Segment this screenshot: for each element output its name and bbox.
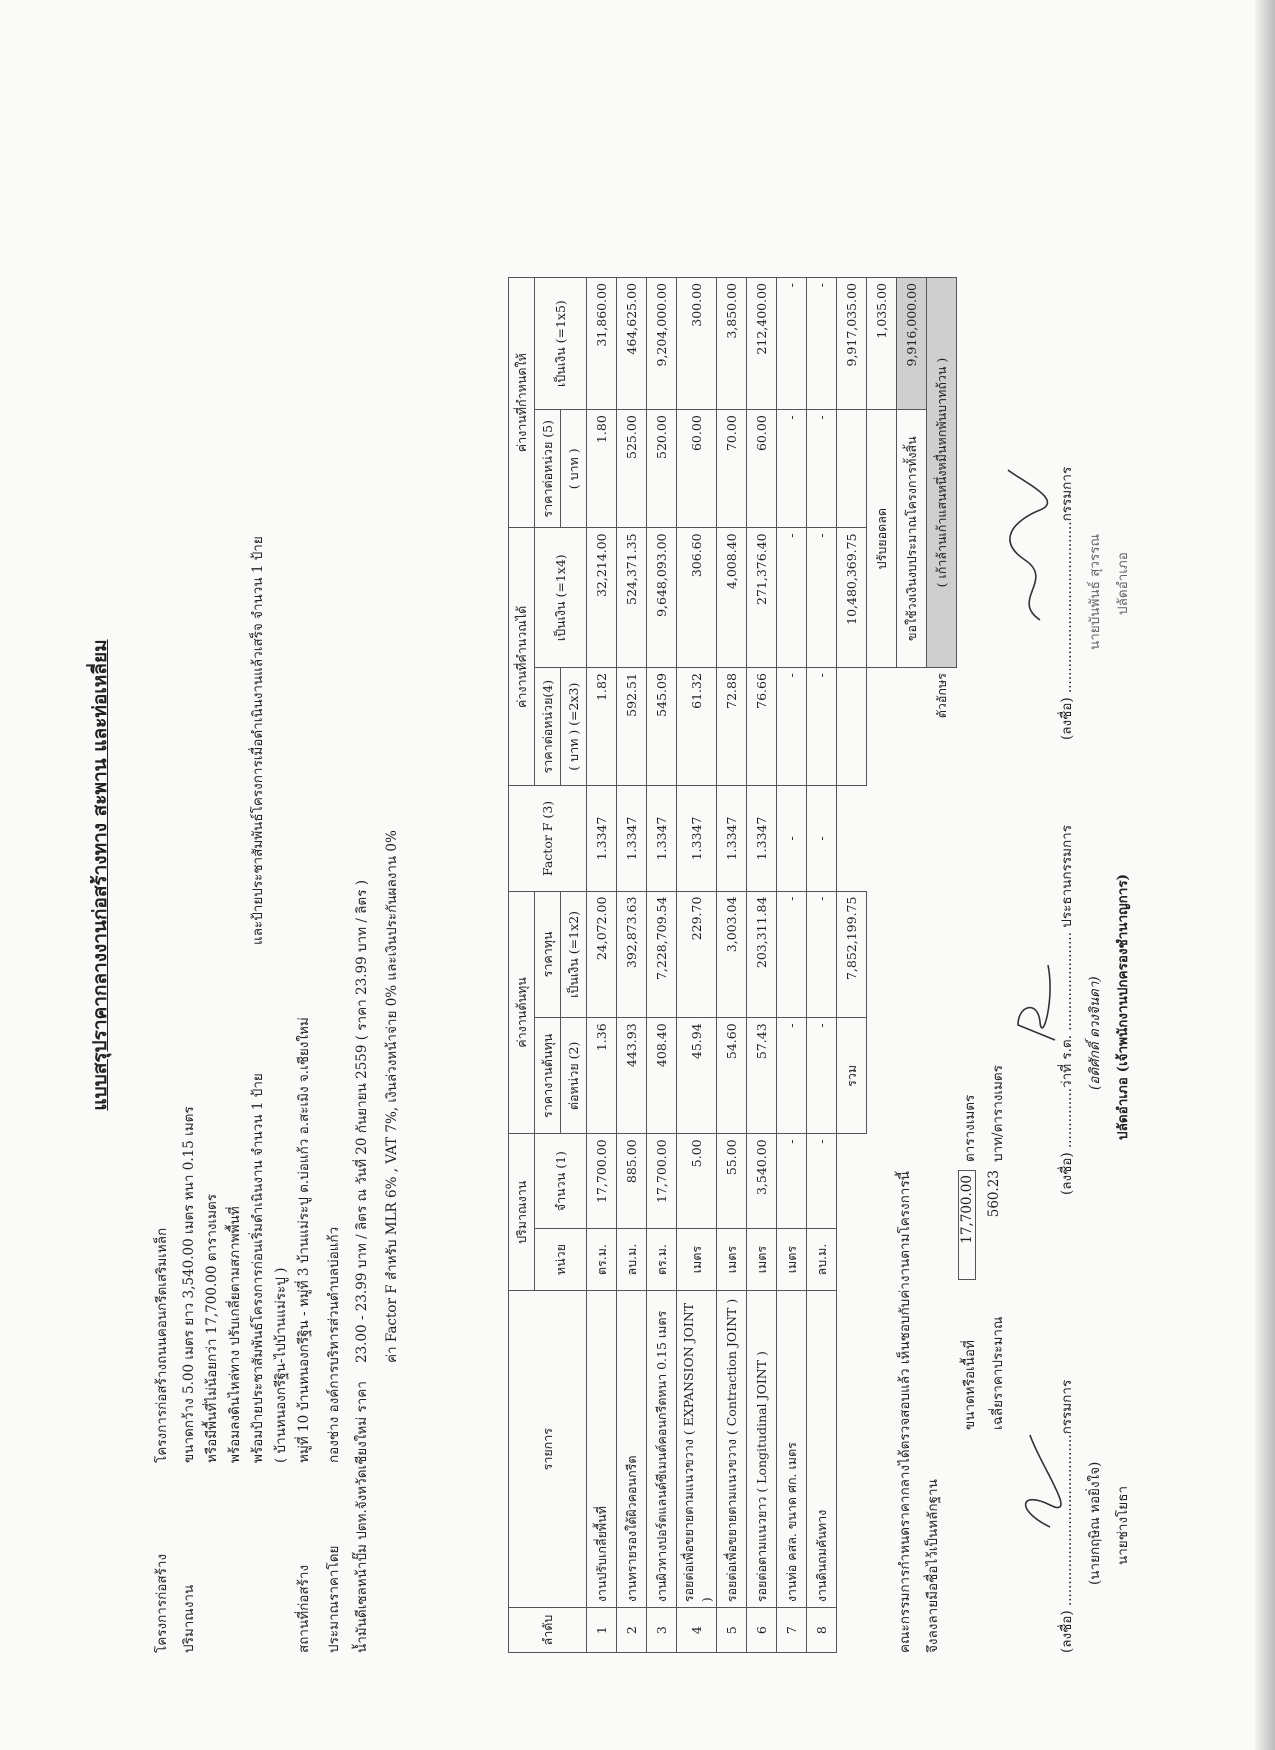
sum-set: 9,917,035.00 <box>837 278 867 410</box>
project-label: โครงการก่อสร้าง <box>154 1553 170 1653</box>
table-row <box>747 278 777 1653</box>
cell-stotal: 31,860.00 <box>587 278 617 410</box>
table-row <box>777 278 807 1653</box>
letters-label: ตัวอักษร <box>933 673 949 719</box>
cell-qty: 885.00 <box>617 1134 647 1229</box>
cell-qty: 17,700.00 <box>647 1134 677 1229</box>
table-row <box>647 278 677 1653</box>
cell-ucost: 1.36 <box>587 1018 617 1134</box>
header-cost-total-2: เป็นเงิน (=1x2) <box>561 891 587 1018</box>
cell-item: งานทรายรองใต้ผิวคอนกรีต <box>617 1291 647 1608</box>
header-calc-unit-2: ( บาท ) (=2x3) <box>561 668 587 786</box>
cell-item: รอยต่อตามแนวยาว ( Longitudinal JOINT ) <box>747 1291 777 1608</box>
header-no: ลำดับ <box>509 1608 587 1653</box>
cell-cunit: - <box>807 668 837 786</box>
cell-cunit: 545.09 <box>647 668 677 786</box>
header-set-unit-1: ราคาต่อหน่วย (5) <box>535 410 561 528</box>
cell-qty: 17,700.00 <box>587 1134 617 1229</box>
cell-ucost: 54.60 <box>717 1018 747 1134</box>
header-unit-cost-1: ราคางานต้นทุน <box>535 1018 561 1134</box>
cell-no: 1 <box>587 1608 617 1653</box>
avg-label: เฉลี่ยราคาประมาณ <box>990 1316 1006 1430</box>
cell-cost: 392,873.63 <box>617 891 647 1018</box>
header-set-total: เป็นเงิน (=1x5) <box>535 278 587 410</box>
qty-line-tail: และป้ายประชาสัมพันธ์โครงการเมื่อดำเนินงานแล้วเสร็จ จำนวน 1 ป้าย <box>250 536 266 945</box>
estimate-table <box>508 277 957 1653</box>
quantity-label: ปริมาณงาน <box>181 1584 197 1653</box>
header-qty: ปริมาณงาน <box>509 1134 535 1291</box>
cell-unit: เมตร <box>677 1228 717 1290</box>
cell-ucost: 45.94 <box>677 1018 717 1134</box>
sum-label: รวม <box>837 1018 867 1134</box>
cell-cost: - <box>807 891 837 1018</box>
table-row <box>677 278 717 1653</box>
cell-unit: ตร.ม. <box>647 1228 677 1290</box>
header-factor: Factor F (3) <box>509 786 587 891</box>
header-amount: จำนวน (1) <box>535 1134 587 1229</box>
sum-calc: 10,480,369.75 <box>837 528 867 668</box>
header-unit: หน่วย <box>535 1228 587 1290</box>
area-unit: ตารางเมตร <box>962 1094 978 1162</box>
round-value: 1,035.00 <box>867 278 897 410</box>
cell-sunit: 525.00 <box>617 410 647 528</box>
request-label: ขอใช้วงเงินงบประมาณโครงการทั้งสิ้น <box>897 410 927 668</box>
cell-factor: 1.3347 <box>747 786 777 891</box>
cell-cost: 24,072.00 <box>587 891 617 1018</box>
signature-2-line: (ลงชื่อ) ..............ว่าที่ ร.ต. ....................... ประธานกรรมการ <box>1059 825 1075 1195</box>
qty-line-5: ( บ้านหนองกรีฐิน-ไปบ้านแม่ระปู ) <box>273 1267 289 1463</box>
cell-item: รอยต่อเพื่อขยายตามแนวขวาง ( Contraction JOINT ) <box>717 1291 747 1608</box>
cell-no: 2 <box>617 1608 647 1653</box>
signature-1-name: (นายกฤษิณ หอยิ่งใจ) <box>1087 1461 1103 1585</box>
cell-stotal: 464,625.00 <box>617 278 647 410</box>
cell-sunit: - <box>777 410 807 528</box>
cell-ucost: - <box>777 1018 807 1134</box>
cell-cost: 203,311.84 <box>747 891 777 1018</box>
cell-sunit: 60.00 <box>747 410 777 528</box>
signature-1-position: นายช่างโยธา <box>1115 1485 1131 1565</box>
cell-ucost: 57.43 <box>747 1018 777 1134</box>
cell-no: 4 <box>677 1608 717 1653</box>
cell-unit: เมตร <box>747 1228 777 1290</box>
cell-qty: 3,540.00 <box>747 1134 777 1229</box>
signature-3-line: (ลงชื่อ) ........................................กรรมการ <box>1059 466 1075 740</box>
estimator-label: ประมาณราคาโดย <box>326 1545 342 1653</box>
cell-ctotal: - <box>777 528 807 668</box>
header-set-unit-2: ( บาท ) <box>561 410 587 528</box>
cell-qty: 5.00 <box>677 1134 717 1229</box>
cell-item: งานผิวทางปอร์ตแลนด์ซีเมนต์คอนกรีตหนา 0.15 เมตร <box>647 1291 677 1608</box>
cell-item: งานท่อ คสล. ขนาด ศก. เมตร <box>777 1291 807 1608</box>
qty-line-1: ขนาดกว้าง 5.00 เมตร ยาว 3,540.00 เมตร หนา 0.15 เมตร <box>181 1106 197 1463</box>
table-row <box>717 278 747 1653</box>
cell-factor: - <box>777 786 807 891</box>
qty-line-2: หรือมีพื้นที่ไม่น้อยกว่า 17,700.00 ตารางเมตร <box>204 1193 220 1463</box>
cell-qty: - <box>807 1134 837 1229</box>
cell-no: 8 <box>807 1608 837 1653</box>
table-row <box>617 278 647 1653</box>
cell-stotal: 9,204,000.00 <box>647 278 677 410</box>
signature-3-position: ปลัดอำเภอ <box>1115 552 1131 615</box>
cell-cunit: 592.51 <box>617 668 647 786</box>
header-item: รายการ <box>509 1291 587 1608</box>
cell-factor: - <box>807 786 837 891</box>
cell-ucost: 443.93 <box>617 1018 647 1134</box>
cell-no: 3 <box>647 1608 677 1653</box>
cell-cost: 7,228,709.54 <box>647 891 677 1018</box>
cell-stotal: 212,400.00 <box>747 278 777 410</box>
cell-stotal: 300.00 <box>677 278 717 410</box>
cell-factor: 1.3347 <box>647 786 677 891</box>
cell-ctotal: 9,648,093.00 <box>647 528 677 668</box>
cell-factor: 1.3347 <box>677 786 717 891</box>
header-calc-total: เป็นเงิน (=1x4) <box>535 528 587 668</box>
cell-ctotal: 271,376.40 <box>747 528 777 668</box>
header-cost: ค่างานต้นทุน <box>509 891 535 1134</box>
cell-sunit: 1.80 <box>587 410 617 528</box>
cell-cunit: 1.82 <box>587 668 617 786</box>
cell-unit: เมตร <box>717 1228 747 1290</box>
estimator-value: กองช่าง องค์การบริหารส่วนตำบลบ่อแก้ว <box>326 1226 342 1463</box>
project-value: โครงการก่อสร้างถนนคอนกรีตเสริมเหล็ก <box>154 1227 170 1463</box>
cell-ctotal: 32,214.00 <box>587 528 617 668</box>
qty-line-4: พร้อมป้ายประชาสัมพันธ์โครงการก่อนเริ่มดำเนินงาน จำนวน 1 ป้าย <box>250 1073 266 1463</box>
location-value: หมู่ที่ 10 บ้านหนองกรีฐิน - หมู่ที่ 3 บ้านแม่ระปู ต.บ่อแก้ว อ.สะเมิง จ.เชียงใหม่ <box>296 1017 312 1463</box>
header-set: ค่างานที่กำหนดให้ <box>509 278 535 528</box>
factor-line: ค่า Factor F สำหรับ MLR 6% , VAT 7%, เงินล่วงหน้าจ่าย 0% และเงินประกันผลงาน 0% <box>384 830 400 1363</box>
cell-no: 7 <box>777 1608 807 1653</box>
cell-ctotal: - <box>807 528 837 668</box>
qty-line-3: พร้อมลงดินไหล่ทาง ปรับเกลี่ยตามสภาพพื้นที่ <box>227 1206 243 1463</box>
cell-cunit: 76.66 <box>747 668 777 786</box>
cell-ctotal: 306.60 <box>677 528 717 668</box>
cell-no: 5 <box>717 1608 747 1653</box>
cell-cunit: - <box>777 668 807 786</box>
cell-qty: 55.00 <box>717 1134 747 1229</box>
header-calc: ค่างานที่คำนวณได้ <box>509 528 535 786</box>
cell-stotal: - <box>777 278 807 410</box>
cell-cost: - <box>777 891 807 1018</box>
signature-3-name: นายบันพันธ์ สุวรรณ <box>1087 533 1103 650</box>
header-unit-cost-2: ต่อหน่วย (2) <box>561 1018 587 1134</box>
cell-factor: 1.3347 <box>717 786 747 891</box>
cell-unit: เมตร <box>777 1228 807 1290</box>
cell-factor: 1.3347 <box>587 786 617 891</box>
cell-unit: ตร.ม. <box>587 1228 617 1290</box>
document-title: แบบสรุปราคากลางงานก่อสร้างทาง สะพาน และท่อเหลี่ยม <box>89 639 111 1111</box>
cell-stotal: - <box>807 278 837 410</box>
cell-qty: - <box>777 1134 807 1229</box>
cell-sunit: 60.00 <box>677 410 717 528</box>
signature-1-line: (ลงชื่อ) ........................................กรรมการ <box>1059 1379 1075 1653</box>
cell-no: 6 <box>747 1608 777 1653</box>
cell-ctotal: 4,008.40 <box>717 528 747 668</box>
cell-cunit: 61.32 <box>677 668 717 786</box>
area-value: 17,700.00 <box>958 1170 976 1280</box>
cell-cunit: 72.88 <box>717 668 747 786</box>
signature-2-position: ปลัดอำเภอ (เจ้าพนักงานปกครองชำนาญการ) <box>1115 874 1131 1140</box>
oil-label: น้ำมันดีเซลหน้าปั๊ม ปตท.จังหวัดเชียงใหม่ ราคา <box>354 1381 370 1653</box>
cell-item: งานดินถมคันทาง <box>807 1291 837 1608</box>
cell-stotal: 3,850.00 <box>717 278 747 410</box>
cell-item: รอยต่อเพื่อขยายตามแนวขวาง ( EXPANSION JOINT ) <box>677 1291 717 1608</box>
table-row <box>587 278 617 1653</box>
area-label: ขนาดหรือเนื้อที่ <box>962 1340 978 1430</box>
avg-value: 560.23 <box>986 1170 1002 1218</box>
header-cost-total-1: ราคาทุน <box>535 891 561 1018</box>
cell-item: งานปรับเกลี่ยพื้นที่ <box>587 1291 617 1608</box>
cell-sunit: 70.00 <box>717 410 747 528</box>
avg-unit: บาท/ตารางเมตร <box>990 1065 1006 1162</box>
oil-value: 23.00 - 23.99 บาท / ลิตร ณ วันที่ 20 กันยายน 2559 ( ราคา 23.99 บาท / ลิตร ) <box>354 879 370 1363</box>
cell-ctotal: 524,371.35 <box>617 528 647 668</box>
signature-2-name: (อดิศักดิ์ ดวงจินดา) <box>1087 976 1103 1090</box>
location-label: สถานที่ก่อสร้าง <box>296 1564 312 1653</box>
request-value: 9,916,000.00 <box>897 278 927 410</box>
cell-unit: ลบ.ม. <box>807 1228 837 1290</box>
round-label: ปรับยอดลด <box>867 410 897 668</box>
cell-cost: 229.70 <box>677 891 717 1018</box>
sum-cost: 7,852,199.75 <box>837 891 867 1018</box>
cell-ucost: 408.40 <box>647 1018 677 1134</box>
cell-unit: ลบ.ม. <box>617 1228 647 1290</box>
cell-ucost: - <box>807 1018 837 1134</box>
header-calc-unit-1: ราคาต่อหน่วย(4) <box>535 668 561 786</box>
table-row <box>807 278 837 1653</box>
confirm-text: จึงลงลายมือชื่อไว้เป็นหลักฐาน <box>925 1479 941 1653</box>
committee-text: คณะกรรมการกำหนดราคากลางได้ตรวจสอบแล้ว เห็นชอบกับค่างานตามโครงการนี้ <box>897 1171 913 1653</box>
cell-cost: 3,003.04 <box>717 891 747 1018</box>
cell-sunit: 520.00 <box>647 410 677 528</box>
scan-edge-shadow <box>1255 0 1275 1750</box>
cell-sunit: - <box>807 410 837 528</box>
letters-value: ( เก้าล้านเก้าแสนหนึ่งหมื่นหกพันบาทถ้วน ) <box>927 278 957 668</box>
cell-factor: 1.3347 <box>617 786 647 891</box>
